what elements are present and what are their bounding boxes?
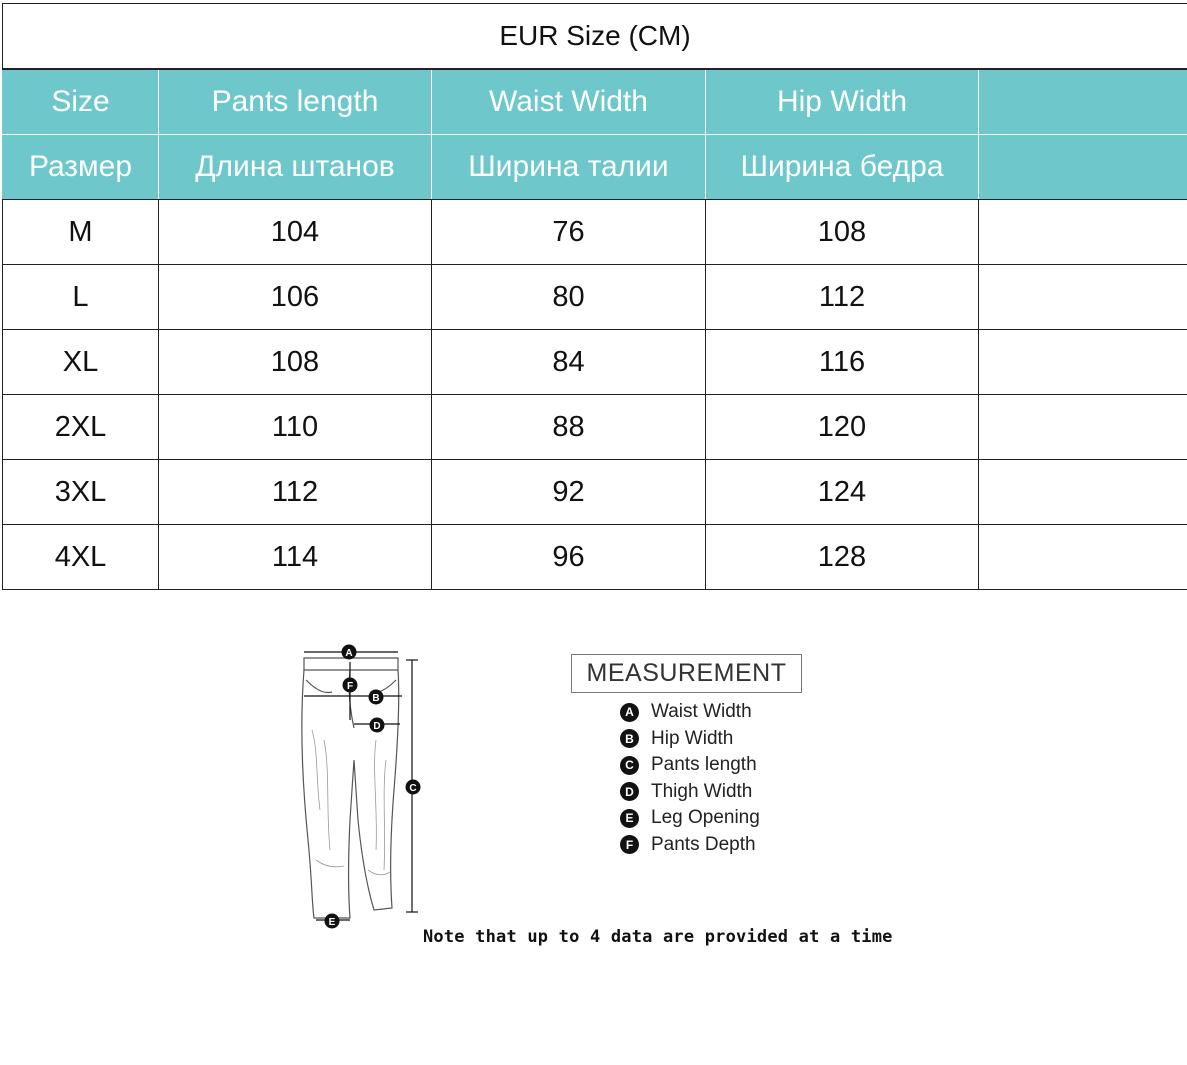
diagram-badge-d: [370, 718, 385, 733]
hip-width-cell: 108: [706, 200, 979, 265]
legend-item: [620, 779, 860, 806]
waist-width-cell: 96: [432, 525, 706, 590]
diagram-badge-b: [369, 690, 384, 705]
header-row-english: [3, 69, 1187, 135]
table-row: [3, 395, 1187, 460]
table-row: [3, 200, 1187, 265]
legend-label: Waist Width: [651, 701, 752, 723]
hip-width-cell: 124: [706, 460, 979, 525]
pants-length-cell: 112: [159, 460, 432, 525]
header-cell: Size: [3, 69, 159, 135]
table-row: [3, 265, 1187, 330]
header-cell: Ширина бедра: [706, 135, 979, 200]
legend-badge: A: [620, 703, 639, 722]
diagram-badge-label: F: [346, 681, 354, 692]
hip-width-cell: 120: [706, 395, 979, 460]
diagram-badge-c: [406, 780, 421, 795]
pants-length-cell: 110: [159, 395, 432, 460]
size-cell: L: [3, 265, 159, 330]
diagram-badge-label: D: [373, 721, 381, 732]
header-cell: Длина штанов: [159, 135, 432, 200]
legend-label: Thigh Width: [651, 780, 753, 802]
pants-diagram: [290, 640, 440, 935]
legend-badge: D: [620, 782, 639, 801]
table-row: [3, 525, 1187, 590]
size-cell: XL: [3, 330, 159, 395]
diagram-badge-label: E: [328, 917, 336, 928]
empty-cell: [979, 395, 1187, 460]
empty-cell: [979, 460, 1187, 525]
diagram-badge-label: C: [409, 783, 417, 794]
pants-length-cell: 104: [159, 200, 432, 265]
size-chart-table: [2, 3, 1187, 590]
legend-badge: E: [620, 809, 639, 828]
legend-badge: B: [620, 729, 639, 748]
empty-cell: [979, 200, 1187, 265]
size-cell: 3XL: [3, 460, 159, 525]
legend-item: [620, 726, 860, 753]
pants-length-cell: 108: [159, 330, 432, 395]
table-title: EUR Size (CM): [3, 4, 1187, 70]
legend-item: [620, 805, 860, 832]
legend-label: Pants Depth: [651, 833, 756, 855]
measurement-legend: [620, 699, 860, 858]
size-cell: 4XL: [3, 525, 159, 590]
waist-width-cell: 84: [432, 330, 706, 395]
size-cell: 2XL: [3, 395, 159, 460]
table-row: [3, 330, 1187, 395]
empty-cell: [979, 525, 1187, 590]
waist-width-cell: 76: [432, 200, 706, 265]
header-cell: Pants length: [159, 69, 432, 135]
legend-label: Pants length: [651, 754, 757, 776]
header-cell: Размер: [3, 135, 159, 200]
hip-width-cell: 128: [706, 525, 979, 590]
legend-badge: C: [620, 756, 639, 775]
pants-length-cell: 106: [159, 265, 432, 330]
legend-label: Leg Opening: [651, 807, 760, 829]
waist-width-cell: 80: [432, 265, 706, 330]
header-cell: [979, 69, 1187, 135]
header-cell: Ширина талии: [432, 135, 706, 200]
header-cell: [979, 135, 1187, 200]
header-cell: Hip Width: [706, 69, 979, 135]
empty-cell: [979, 330, 1187, 395]
waist-width-cell: 92: [432, 460, 706, 525]
diagram-badge-a: [342, 645, 357, 660]
pants-length-cell: 114: [159, 525, 432, 590]
legend-item: [620, 752, 860, 779]
empty-cell: [979, 265, 1187, 330]
header-row-russian: [3, 135, 1187, 200]
legend-badge: F: [620, 835, 639, 854]
waist-width-cell: 88: [432, 395, 706, 460]
size-cell: M: [3, 200, 159, 265]
diagram-badge-label: B: [372, 693, 380, 704]
hip-width-cell: 112: [706, 265, 979, 330]
measurement-title: MEASUREMENT: [571, 654, 802, 693]
diagram-badge-f: [343, 678, 358, 693]
header-cell: Waist Width: [432, 69, 706, 135]
legend-item: [620, 699, 860, 726]
table-row: [3, 460, 1187, 525]
diagram-badge-e: [325, 914, 340, 929]
legend-label: Hip Width: [651, 727, 734, 749]
note-text: Note that up to 4 data are provided at a time: [423, 927, 893, 947]
legend-item: [620, 832, 860, 859]
hip-width-cell: 116: [706, 330, 979, 395]
diagram-badge-label: A: [345, 648, 353, 659]
